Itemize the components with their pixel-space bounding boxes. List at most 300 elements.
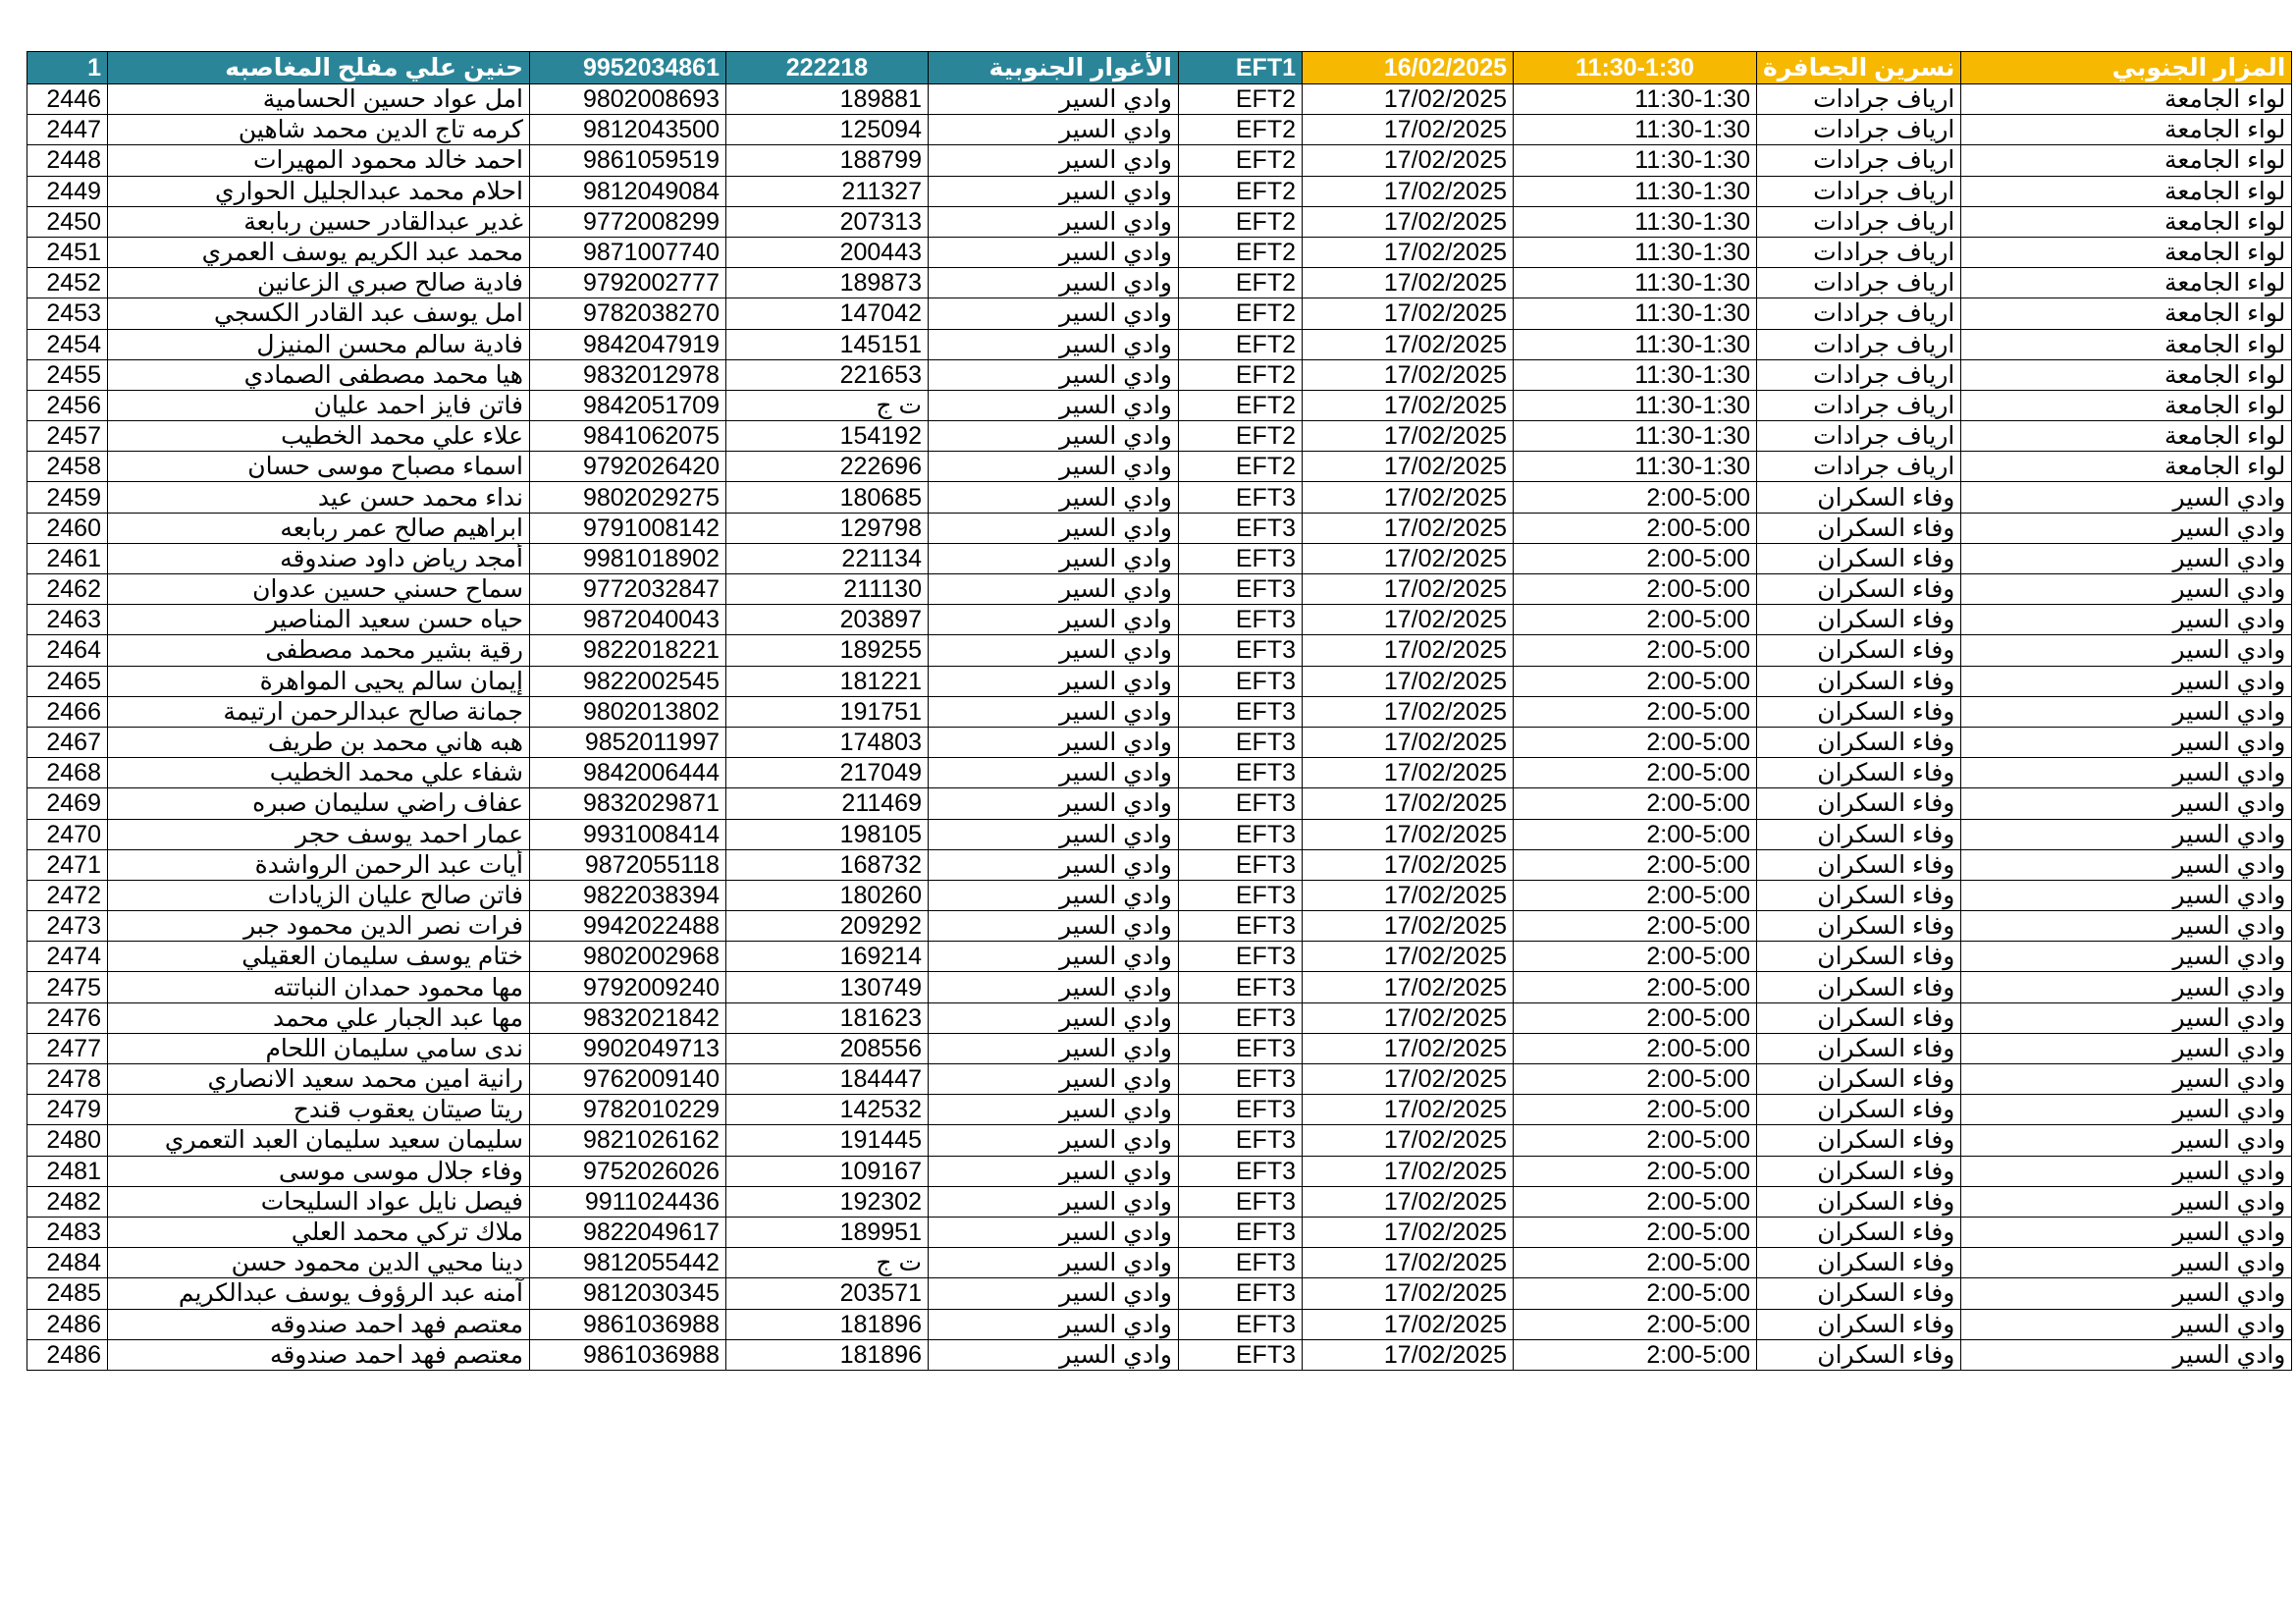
cell-name: مها عبد الجبار علي محمد [108, 1002, 530, 1033]
cell-name: نداء محمد حسن عيد [108, 482, 530, 513]
cell-teacher: ارياف جرادات [1757, 452, 1961, 482]
cell-region: وادي السير [1961, 1033, 2292, 1063]
cell-name: أمجد رياض داود صندوقه [108, 543, 530, 573]
cell-teacher: وفاء السكران [1757, 1217, 1961, 1247]
header-row [27, 52, 2292, 84]
cell-name: رانية امين محمد سعيد الانصاري [108, 1064, 530, 1095]
cell-region: وادي السير [1961, 758, 2292, 788]
cell-school: وادي السير [929, 1064, 1179, 1095]
cell-teacher: وفاء السكران [1757, 635, 1961, 666]
cell-date: 17/02/2025 [1303, 298, 1514, 329]
cell-seat: 130749 [726, 972, 929, 1002]
cell-time: 2:00-5:00 [1514, 727, 1757, 757]
cell-school: وادي السير [929, 482, 1179, 513]
cell-date: 17/02/2025 [1303, 1339, 1514, 1370]
cell-date: 17/02/2025 [1303, 390, 1514, 420]
cell-region: لواء الجامعة [1961, 329, 2292, 359]
cell-date: 17/02/2025 [1303, 115, 1514, 145]
table-row [27, 452, 2292, 482]
cell-school: وادي السير [929, 1309, 1179, 1339]
cell-seat: ت ج [726, 1248, 929, 1278]
cell-seq: 2447 [27, 115, 108, 145]
cell-teacher: وفاء السكران [1757, 972, 1961, 1002]
cell-seq: 2458 [27, 452, 108, 482]
cell-group: EFT3 [1179, 942, 1303, 972]
table-row [27, 1125, 2292, 1156]
cell-teacher: وفاء السكران [1757, 605, 1961, 635]
cell-name: مها محمود حمدان النباتته [108, 972, 530, 1002]
cell-name: غدير عبدالقادر حسين ربابعة [108, 206, 530, 237]
cell-seat: 189951 [726, 1217, 929, 1247]
cell-time: 2:00-5:00 [1514, 1186, 1757, 1217]
cell-name: امل يوسف عبد القادر الكسجي [108, 298, 530, 329]
cell-seat: 189873 [726, 268, 929, 298]
cell-region: وادي السير [1961, 727, 2292, 757]
cell-group: EFT3 [1179, 1002, 1303, 1033]
cell-time: 2:00-5:00 [1514, 482, 1757, 513]
cell-seq: 2451 [27, 237, 108, 267]
cell-time: 11:30-1:30 [1514, 390, 1757, 420]
cell-national-id: 9841062075 [530, 421, 726, 452]
cell-group: EFT2 [1179, 359, 1303, 390]
cell-teacher: وفاء السكران [1757, 758, 1961, 788]
header-time: 11:30-1:30 [1514, 52, 1757, 84]
cell-name: رقية بشير محمد مصطفى [108, 635, 530, 666]
cell-time: 2:00-5:00 [1514, 543, 1757, 573]
cell-name: كرمه تاج الدين محمد شاهين [108, 115, 530, 145]
cell-seat: 200443 [726, 237, 929, 267]
cell-school: وادي السير [929, 513, 1179, 543]
cell-seat: 217049 [726, 758, 929, 788]
cell-region: وادي السير [1961, 1186, 2292, 1217]
cell-date: 17/02/2025 [1303, 359, 1514, 390]
cell-seat: 211327 [726, 176, 929, 206]
cell-national-id: 9832012978 [530, 359, 726, 390]
table-row [27, 206, 2292, 237]
cell-teacher: وفاء السكران [1757, 513, 1961, 543]
cell-seq: 2473 [27, 911, 108, 942]
cell-date: 17/02/2025 [1303, 788, 1514, 819]
cell-school: وادي السير [929, 176, 1179, 206]
cell-school: وادي السير [929, 145, 1179, 176]
cell-region: وادي السير [1961, 605, 2292, 635]
cell-seat: 169214 [726, 942, 929, 972]
cell-time: 2:00-5:00 [1514, 696, 1757, 727]
cell-national-id: 9762009140 [530, 1064, 726, 1095]
cell-time: 2:00-5:00 [1514, 1033, 1757, 1063]
cell-seat: 145151 [726, 329, 929, 359]
cell-school: وادي السير [929, 849, 1179, 880]
cell-school: وادي السير [929, 452, 1179, 482]
cell-date: 17/02/2025 [1303, 942, 1514, 972]
cell-national-id: 9842051709 [530, 390, 726, 420]
cell-national-id: 9752026026 [530, 1156, 726, 1186]
cell-national-id: 9812043500 [530, 115, 726, 145]
header-region: المزار الجنوبي [1961, 52, 2292, 84]
cell-seat: 203897 [726, 605, 929, 635]
schedule-table [27, 51, 2292, 1371]
cell-group: EFT2 [1179, 421, 1303, 452]
cell-seq: 2475 [27, 972, 108, 1002]
cell-group: EFT3 [1179, 482, 1303, 513]
cell-time: 2:00-5:00 [1514, 1248, 1757, 1278]
cell-date: 17/02/2025 [1303, 421, 1514, 452]
cell-seat: 109167 [726, 1156, 929, 1186]
cell-national-id: 9822002545 [530, 666, 726, 696]
cell-region: لواء الجامعة [1961, 84, 2292, 115]
cell-teacher: ارياف جرادات [1757, 237, 1961, 267]
table-row [27, 880, 2292, 910]
cell-seq: 2468 [27, 758, 108, 788]
cell-region: لواء الجامعة [1961, 298, 2292, 329]
cell-seq: 2474 [27, 942, 108, 972]
cell-seq: 2481 [27, 1156, 108, 1186]
cell-region: لواء الجامعة [1961, 268, 2292, 298]
cell-name: عفاف راضي سليمان صبره [108, 788, 530, 819]
cell-group: EFT2 [1179, 176, 1303, 206]
cell-name: هيا محمد مصطفى الصمادي [108, 359, 530, 390]
cell-date: 17/02/2025 [1303, 1125, 1514, 1156]
cell-date: 17/02/2025 [1303, 849, 1514, 880]
cell-teacher: وفاء السكران [1757, 1186, 1961, 1217]
cell-group: EFT3 [1179, 666, 1303, 696]
cell-school: وادي السير [929, 696, 1179, 727]
cell-region: وادي السير [1961, 1339, 2292, 1370]
cell-name: احلام محمد عبدالجليل الحواري [108, 176, 530, 206]
cell-seq: 2484 [27, 1248, 108, 1278]
cell-seq: 2457 [27, 421, 108, 452]
cell-region: لواء الجامعة [1961, 390, 2292, 420]
cell-time: 11:30-1:30 [1514, 115, 1757, 145]
table-row [27, 513, 2292, 543]
cell-group: EFT3 [1179, 1278, 1303, 1309]
cell-school: وادي السير [929, 1278, 1179, 1309]
cell-national-id: 9791008142 [530, 513, 726, 543]
cell-region: وادي السير [1961, 819, 2292, 849]
cell-seq: 2452 [27, 268, 108, 298]
cell-seq: 2454 [27, 329, 108, 359]
cell-seat: 142532 [726, 1095, 929, 1125]
cell-seq: 2448 [27, 145, 108, 176]
cell-time: 2:00-5:00 [1514, 880, 1757, 910]
cell-seat: 181896 [726, 1309, 929, 1339]
cell-region: وادي السير [1961, 880, 2292, 910]
cell-national-id: 9861036988 [530, 1339, 726, 1370]
header-name: حنين علي مفلح المغاصبه [108, 52, 530, 84]
cell-teacher: وفاء السكران [1757, 911, 1961, 942]
cell-region: وادي السير [1961, 1248, 2292, 1278]
cell-date: 17/02/2025 [1303, 176, 1514, 206]
table-row [27, 1095, 2292, 1125]
cell-teacher: وفاء السكران [1757, 1156, 1961, 1186]
cell-name: احمد خالد محمود المهيرات [108, 145, 530, 176]
cell-teacher: وفاء السكران [1757, 727, 1961, 757]
cell-date: 17/02/2025 [1303, 1217, 1514, 1247]
cell-time: 2:00-5:00 [1514, 1095, 1757, 1125]
cell-teacher: ارياف جرادات [1757, 359, 1961, 390]
cell-time: 2:00-5:00 [1514, 1002, 1757, 1033]
cell-school: وادي السير [929, 329, 1179, 359]
cell-date: 17/02/2025 [1303, 237, 1514, 267]
table-row [27, 1186, 2292, 1217]
cell-national-id: 9792009240 [530, 972, 726, 1002]
table-row [27, 1217, 2292, 1247]
cell-seq: 2463 [27, 605, 108, 635]
cell-teacher: وفاء السكران [1757, 482, 1961, 513]
cell-school: وادي السير [929, 1248, 1179, 1278]
cell-teacher: وفاء السكران [1757, 696, 1961, 727]
cell-national-id: 9782010229 [530, 1095, 726, 1125]
cell-school: وادي السير [929, 605, 1179, 635]
cell-seat: 129798 [726, 513, 929, 543]
cell-national-id: 9871007740 [530, 237, 726, 267]
cell-national-id: 9812055442 [530, 1248, 726, 1278]
cell-seat: 168732 [726, 849, 929, 880]
cell-seat: 211469 [726, 788, 929, 819]
cell-school: وادي السير [929, 268, 1179, 298]
table-row [27, 849, 2292, 880]
table-row [27, 1002, 2292, 1033]
cell-school: وادي السير [929, 911, 1179, 942]
table-row [27, 635, 2292, 666]
cell-time: 11:30-1:30 [1514, 145, 1757, 176]
cell-region: لواء الجامعة [1961, 421, 2292, 452]
cell-region: وادي السير [1961, 696, 2292, 727]
table-row [27, 574, 2292, 605]
cell-region: لواء الجامعة [1961, 115, 2292, 145]
cell-region: وادي السير [1961, 1064, 2292, 1095]
cell-school: وادي السير [929, 84, 1179, 115]
cell-teacher: وفاء السكران [1757, 1125, 1961, 1156]
cell-teacher: ارياف جرادات [1757, 298, 1961, 329]
cell-name: أيات عبد الرحمن الرواشدة [108, 849, 530, 880]
cell-seat: 180685 [726, 482, 929, 513]
cell-group: EFT3 [1179, 1248, 1303, 1278]
cell-group: EFT3 [1179, 1125, 1303, 1156]
cell-national-id: 9852011997 [530, 727, 726, 757]
cell-region: وادي السير [1961, 1156, 2292, 1186]
cell-national-id: 9772008299 [530, 206, 726, 237]
cell-date: 17/02/2025 [1303, 605, 1514, 635]
cell-national-id: 9782038270 [530, 298, 726, 329]
cell-date: 17/02/2025 [1303, 1064, 1514, 1095]
table-row [27, 390, 2292, 420]
cell-name: ندى سامي سليمان اللحام [108, 1033, 530, 1063]
cell-national-id: 9861036988 [530, 1309, 726, 1339]
cell-teacher: وفاء السكران [1757, 574, 1961, 605]
cell-seq: 2467 [27, 727, 108, 757]
cell-seq: 2485 [27, 1278, 108, 1309]
cell-teacher: وفاء السكران [1757, 543, 1961, 573]
cell-seq: 2476 [27, 1002, 108, 1033]
cell-date: 17/02/2025 [1303, 268, 1514, 298]
header-date: 16/02/2025 [1303, 52, 1514, 84]
cell-school: وادي السير [929, 574, 1179, 605]
cell-time: 11:30-1:30 [1514, 84, 1757, 115]
header-seq: 1 [27, 52, 108, 84]
cell-group: EFT2 [1179, 237, 1303, 267]
cell-teacher: ارياف جرادات [1757, 115, 1961, 145]
table-row [27, 1339, 2292, 1370]
cell-group: EFT3 [1179, 1339, 1303, 1370]
cell-group: EFT2 [1179, 390, 1303, 420]
cell-name: ملاك تركي محمد العلي [108, 1217, 530, 1247]
cell-group: EFT2 [1179, 329, 1303, 359]
table-row [27, 972, 2292, 1002]
cell-name: سليمان سعيد سليمان العبد التعمري [108, 1125, 530, 1156]
cell-group: EFT3 [1179, 819, 1303, 849]
table-row [27, 84, 2292, 115]
cell-name: وفاء جلال موسى موسى [108, 1156, 530, 1186]
cell-seat: 125094 [726, 115, 929, 145]
header-group: EFT1 [1179, 52, 1303, 84]
cell-school: وادي السير [929, 543, 1179, 573]
cell-seq: 2470 [27, 819, 108, 849]
cell-region: لواء الجامعة [1961, 145, 2292, 176]
cell-seat: 181896 [726, 1339, 929, 1370]
cell-seq: 2461 [27, 543, 108, 573]
cell-school: وادي السير [929, 1033, 1179, 1063]
table-row [27, 482, 2292, 513]
cell-region: وادي السير [1961, 1002, 2292, 1033]
cell-name: جمانة صالح عبدالرحمن ارتيمة [108, 696, 530, 727]
cell-seat: ت ج [726, 390, 929, 420]
cell-region: وادي السير [1961, 543, 2292, 573]
cell-date: 17/02/2025 [1303, 1033, 1514, 1063]
cell-time: 11:30-1:30 [1514, 298, 1757, 329]
cell-region: وادي السير [1961, 1309, 2292, 1339]
cell-name: اسماء مصباح موسى حسان [108, 452, 530, 482]
cell-seq: 2469 [27, 788, 108, 819]
cell-region: وادي السير [1961, 788, 2292, 819]
table-row [27, 543, 2292, 573]
cell-name: إيمان سالم يحيى المواهرة [108, 666, 530, 696]
cell-group: EFT2 [1179, 84, 1303, 115]
table-row [27, 1248, 2292, 1278]
cell-group: EFT3 [1179, 574, 1303, 605]
cell-group: EFT3 [1179, 880, 1303, 910]
cell-national-id: 9792026420 [530, 452, 726, 482]
cell-seat: 181623 [726, 1002, 929, 1033]
cell-time: 2:00-5:00 [1514, 942, 1757, 972]
cell-time: 2:00-5:00 [1514, 911, 1757, 942]
cell-time: 11:30-1:30 [1514, 452, 1757, 482]
cell-seq: 2459 [27, 482, 108, 513]
cell-time: 2:00-5:00 [1514, 1217, 1757, 1247]
cell-name: فاتن فايز احمد عليان [108, 390, 530, 420]
cell-date: 17/02/2025 [1303, 880, 1514, 910]
table-row [27, 1064, 2292, 1095]
cell-seq: 2472 [27, 880, 108, 910]
cell-region: وادي السير [1961, 849, 2292, 880]
cell-name: ريتا صيتان يعقوب قندح [108, 1095, 530, 1125]
cell-date: 17/02/2025 [1303, 1095, 1514, 1125]
cell-seq: 2482 [27, 1186, 108, 1217]
cell-date: 17/02/2025 [1303, 84, 1514, 115]
cell-seq: 2450 [27, 206, 108, 237]
cell-school: وادي السير [929, 635, 1179, 666]
cell-national-id: 9942022488 [530, 911, 726, 942]
cell-teacher: وفاء السكران [1757, 819, 1961, 849]
cell-region: لواء الجامعة [1961, 237, 2292, 267]
cell-time: 2:00-5:00 [1514, 1125, 1757, 1156]
cell-time: 11:30-1:30 [1514, 268, 1757, 298]
table-row [27, 1156, 2292, 1186]
cell-teacher: ارياف جرادات [1757, 390, 1961, 420]
cell-national-id: 9792002777 [530, 268, 726, 298]
header-seat: 222218 [726, 52, 929, 84]
cell-seat: 147042 [726, 298, 929, 329]
cell-seat: 209292 [726, 911, 929, 942]
cell-teacher: ارياف جرادات [1757, 268, 1961, 298]
cell-school: وادي السير [929, 359, 1179, 390]
cell-seq: 2462 [27, 574, 108, 605]
table-row [27, 942, 2292, 972]
cell-national-id: 9911024436 [530, 1186, 726, 1217]
cell-date: 17/02/2025 [1303, 972, 1514, 1002]
cell-name: حياه حسن سعيد المناصير [108, 605, 530, 635]
table-row [27, 176, 2292, 206]
cell-time: 2:00-5:00 [1514, 666, 1757, 696]
cell-name: امل عواد حسين الحسامية [108, 84, 530, 115]
cell-seat: 221134 [726, 543, 929, 573]
cell-seq: 2460 [27, 513, 108, 543]
cell-region: وادي السير [1961, 1125, 2292, 1156]
cell-school: وادي السير [929, 727, 1179, 757]
header-national-id: 9952034861 [530, 52, 726, 84]
cell-national-id: 9902049713 [530, 1033, 726, 1063]
cell-seq: 2465 [27, 666, 108, 696]
cell-seat: 222696 [726, 452, 929, 482]
cell-group: EFT3 [1179, 1095, 1303, 1125]
cell-seq: 2471 [27, 849, 108, 880]
cell-teacher: وفاء السكران [1757, 1064, 1961, 1095]
cell-region: لواء الجامعة [1961, 176, 2292, 206]
cell-date: 17/02/2025 [1303, 635, 1514, 666]
cell-seq: 2446 [27, 84, 108, 115]
cell-date: 17/02/2025 [1303, 1248, 1514, 1278]
cell-region: وادي السير [1961, 911, 2292, 942]
cell-teacher: وفاء السكران [1757, 1278, 1961, 1309]
table-row [27, 1033, 2292, 1063]
table-row [27, 421, 2292, 452]
cell-seat: 198105 [726, 819, 929, 849]
cell-name: معتصم فهد احمد صندوقه [108, 1339, 530, 1370]
cell-date: 17/02/2025 [1303, 1309, 1514, 1339]
cell-seq: 2477 [27, 1033, 108, 1063]
cell-seat: 191445 [726, 1125, 929, 1156]
cell-seq: 2453 [27, 298, 108, 329]
cell-school: وادي السير [929, 1339, 1179, 1370]
table-row [27, 359, 2292, 390]
cell-name: عمار احمد يوسف حجر [108, 819, 530, 849]
cell-seat: 211130 [726, 574, 929, 605]
cell-name: علاء علي محمد الخطيب [108, 421, 530, 452]
cell-group: EFT3 [1179, 849, 1303, 880]
cell-teacher: وفاء السكران [1757, 666, 1961, 696]
cell-date: 17/02/2025 [1303, 666, 1514, 696]
cell-time: 2:00-5:00 [1514, 1156, 1757, 1186]
cell-national-id: 9822018221 [530, 635, 726, 666]
cell-region: وادي السير [1961, 1278, 2292, 1309]
table-row [27, 1278, 2292, 1309]
cell-seat: 188799 [726, 145, 929, 176]
cell-teacher: ارياف جرادات [1757, 145, 1961, 176]
cell-school: وادي السير [929, 942, 1179, 972]
cell-date: 17/02/2025 [1303, 452, 1514, 482]
cell-teacher: ارياف جرادات [1757, 176, 1961, 206]
cell-national-id: 9861059519 [530, 145, 726, 176]
